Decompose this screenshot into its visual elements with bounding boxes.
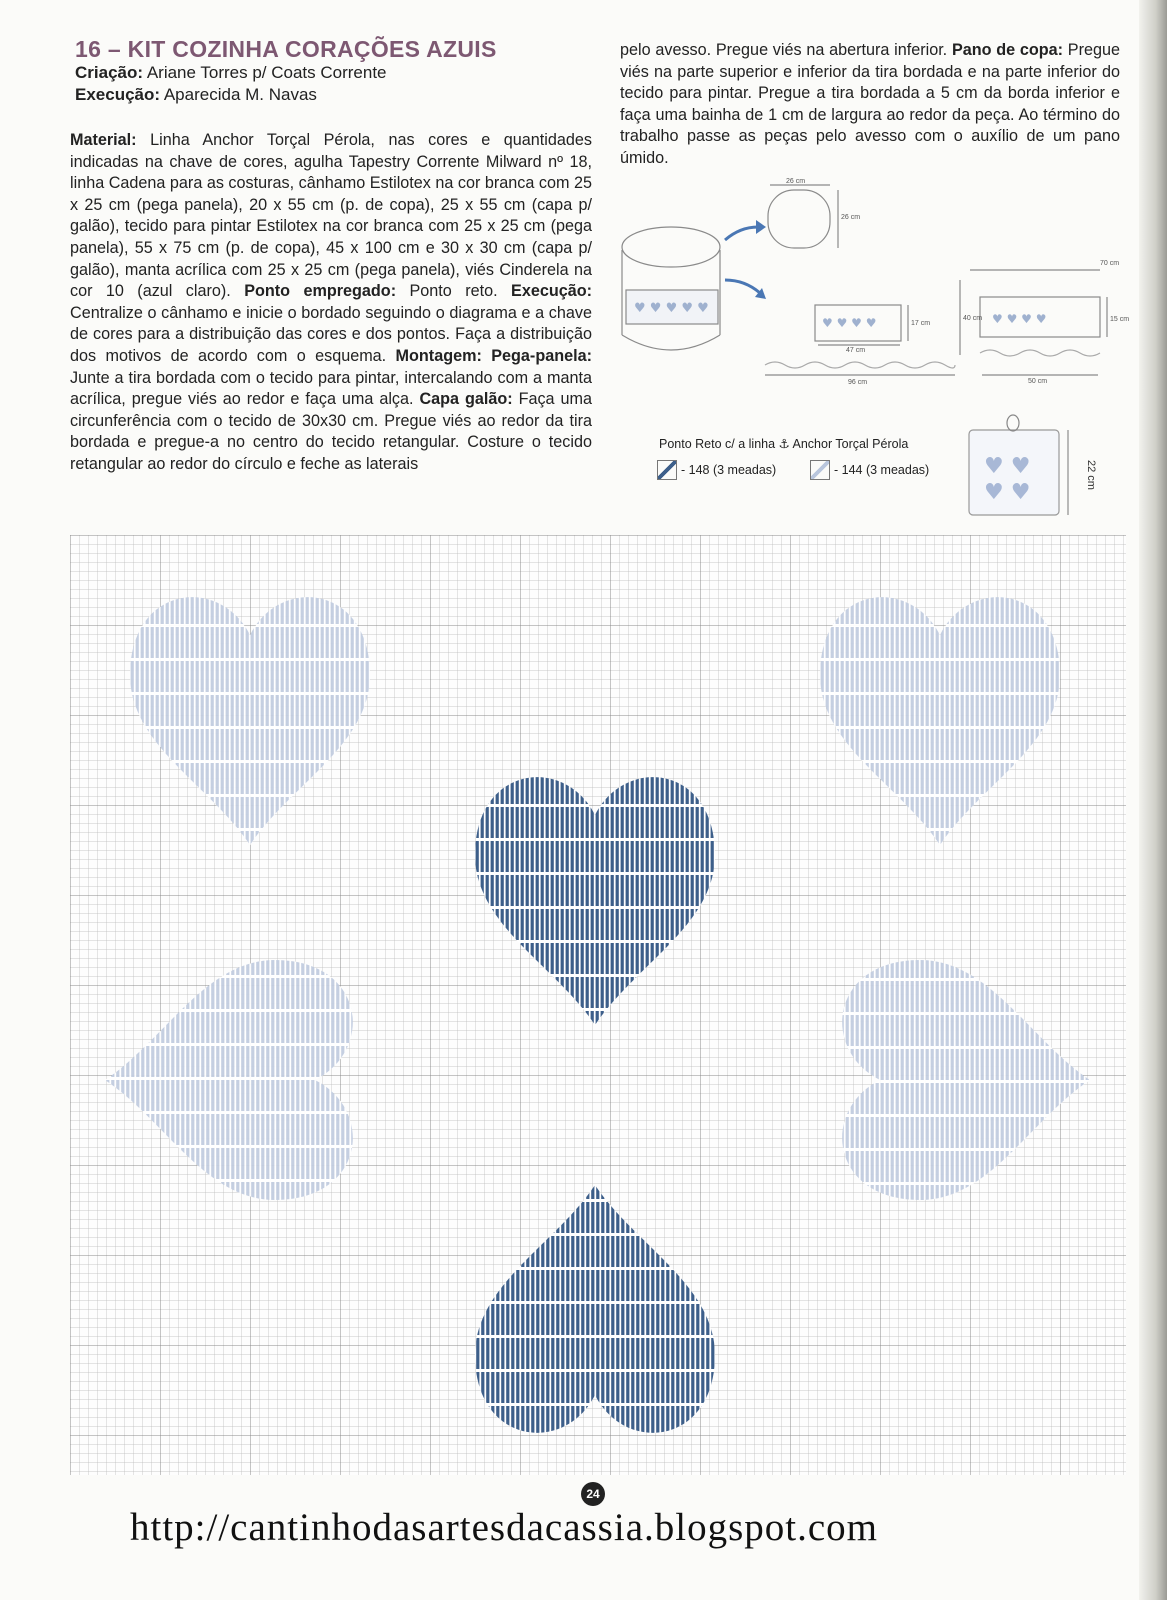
ponto-text: Ponto reto. [396,282,512,301]
execution-credit [75,85,317,105]
montagem-text: Junte a tira bordada com o tecido para pintar, intercalando com a manta acrílica, pregue viés ao redor e faça uma alça. [70,368,592,409]
material-paragraph [70,130,592,476]
dim-circle-w: 26 cm [786,178,806,185]
cylinder-top [622,227,720,267]
execution-value: Aparecida M. Navas [163,85,317,104]
execution-label: Execução: [75,85,161,104]
creation-credit [75,63,387,83]
svg-text:♥ ♥: ♥ ♥ [984,454,1031,479]
svg-text:♥ ♥ ♥ ♥: ♥ ♥ ♥ ♥ [822,316,877,330]
right-text-1: pelo avesso. Pregue viés na abertura inferior. [620,41,952,59]
svg-text:♥ ♥ ♥ ♥: ♥ ♥ ♥ ♥ [992,312,1047,326]
capa-label: Capa galão: [419,390,513,409]
legend-item-148 [657,460,776,480]
legend-item-144 [810,460,929,480]
dim-circle-h: 26 cm [841,214,861,221]
swatch-light-blue [810,460,830,480]
execucao-label: Execução: [511,282,592,301]
legend-code-148: - 148 (3 meadas) [681,463,777,477]
dim-holder-h: 22 cm [1085,460,1097,490]
blog-url: http://cantinhodasartesdacassia.blogspot.com [130,1506,878,1549]
legend-code-144: - 144 (3 meadas) [834,463,930,477]
cylinder-bottom [622,335,720,350]
creation-value: Ariane Torres p/ Coats Corrente [146,63,387,82]
svg-text:♥ ♥ ♥ ♥ ♥: ♥ ♥ ♥ ♥ ♥ [634,301,709,316]
swatch-dark-blue [657,460,677,480]
dim-towel-h: 15 cm [1110,316,1130,323]
page-edge [1139,0,1167,1600]
creation-label: Criação: [75,63,144,82]
page-number: 24 [581,1482,605,1506]
article-title: 16 – KIT COZINHA CORAÇÕES AZUIS [75,36,497,62]
svg-text:♥ ♥: ♥ ♥ [984,480,1031,505]
arrow-bottom [725,280,760,293]
dim-panel1-w: 47 cm [846,347,866,354]
ponto-label: Ponto empregado: [244,282,397,301]
material-text: Linha Anchor Torçal Pérola, nas cores e quantidades indicadas na chave de cores, agulha Tapestry Corrente Milward nº 18, linha Cadena para as costuras, cânhamo Estilotex na cor branca com 25 x 25 cm (pega panela), 20 x 55 cm (p. de copa), 25 x 55 cm (capa p/ galão), tecido para pintar Estilotex na cor branca com 25 x 25 cm (pega panela), 55 x 75 cm (p. de copa), 45 x 100 cm e 30 x 30 cm (capa p/ galão), manta acrílica com 25 x 25 cm (pega panela), viés Cinderela na cor 10 (azul claro). [70,131,592,301]
capa-text: Faça uma circunferência com o tecido de 30x30 cm. Pregue viés ao redor da tira bordada e pregue-a no centro do tecido retangular. Costure o tecido retangular ao redor do círculo e feche as laterais [70,390,592,473]
lid-circle [768,190,830,248]
pot-holder [969,415,1097,515]
needlepoint-chart [70,535,1126,1475]
pano-label: Pano de copa: [951,41,1064,59]
dim-towel-total-h: 70 cm [1100,260,1120,267]
arrow-top [725,227,758,240]
legend-header: Ponto Reto c/ a linha ⚓ Anchor Torçal Pérola [659,437,909,451]
dim-panel-total-w: 96 cm [848,379,868,386]
dim-panel1-h: 17 cm [911,320,931,327]
right-text-2: Pregue viés na parte superior e inferior da tira bordada e na parte inferior do tecido para pintar. Pregue a tira bordada a 5 cm da borda inferior e faça uma bainha de 1 cm de largura ao redor da peça. Ao término do trabalho passe as peças pelo avesso com o auxílio de um pano úmido. [620,41,1120,167]
execucao-text: Centralize o cânhamo e inicie o bordado seguindo o diagrama e a chave de cores para a distribuição das cores e dos pontos. Faça a distribuição dos motivos de acordo com o esquema. [70,303,592,365]
material-label: Material: [70,131,137,149]
dim-towel-w: 50 cm [1028,378,1048,385]
montagem-label: Montagem: Pega-panela: [395,346,592,365]
dim-panel-total-h: 40 cm [963,315,983,322]
right-column-paragraph [620,40,1120,170]
